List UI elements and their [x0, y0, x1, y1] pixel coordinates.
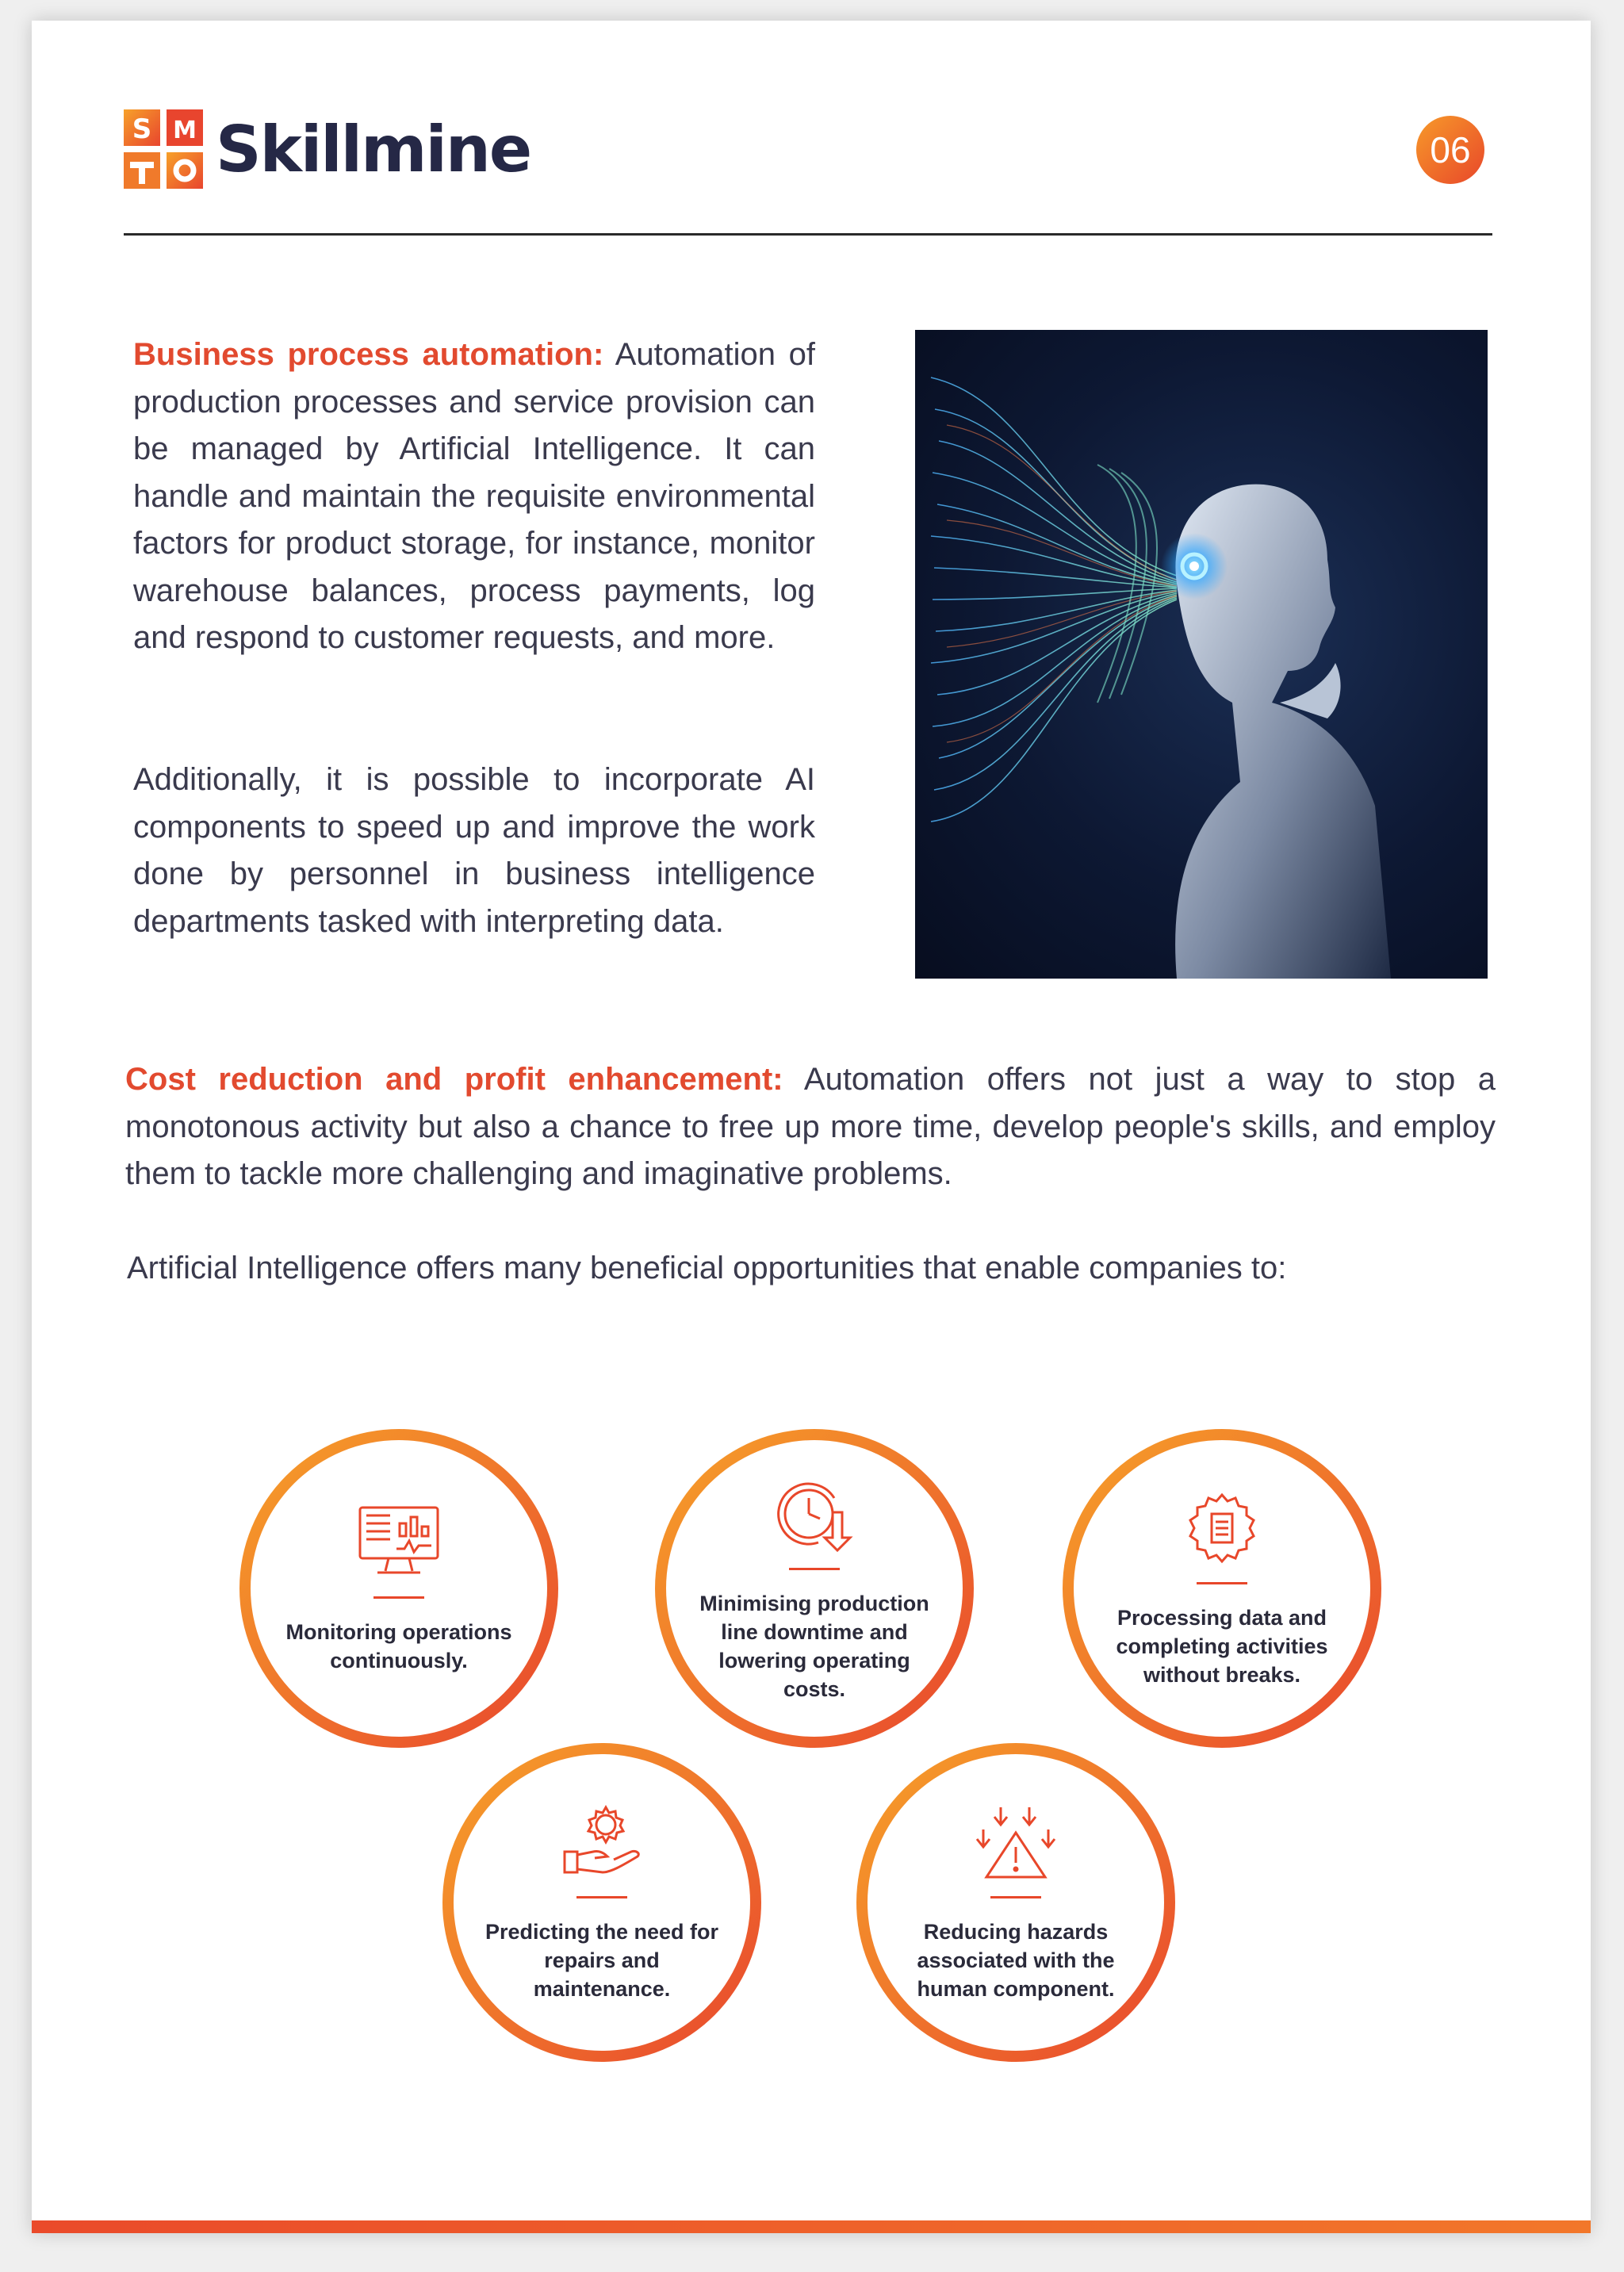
- cost-reduction-paragraph: [125, 1056, 1496, 1198]
- business-process-heading: Business process automation:: [133, 337, 604, 372]
- benefit-divider: [1197, 1582, 1247, 1584]
- warning-arrows-icon: [972, 1803, 1059, 1882]
- benefit-circle-downtime: [655, 1429, 974, 1748]
- document-page: [32, 21, 1591, 2233]
- hand-gear-icon: [558, 1803, 645, 1882]
- svg-text:M: M: [173, 117, 197, 144]
- ai-robot-image: [915, 330, 1488, 979]
- benefit-label: Processing data and completing activities without breaks.: [1116, 1605, 1328, 1687]
- business-process-text: Automation of production processes and service provision can be managed by Artificial Intelligence. It can handle and maintain the requisite environmental factors for product storage, for instance, monitor warehouse balances, process payments, log and respond to customer requests, and more.: [133, 337, 815, 655]
- additional-paragraph: Additionally, it is possible to incorporate AI components to speed up and improve the work done by personnel in business intelligence departments tasked with interpreting data.: [133, 762, 815, 939]
- monitor-dashboard-icon: [355, 1503, 442, 1582]
- benefit-divider: [373, 1596, 424, 1599]
- benefit-label: Predicting the need for repairs and maintenance.: [485, 1919, 719, 2001]
- benefit-label: Monitoring operations continuously.: [285, 1619, 512, 1672]
- business-process-paragraph: [133, 331, 815, 662]
- benefit-circle-processing: [1063, 1429, 1381, 1748]
- brand-logo: [124, 109, 530, 189]
- benefit-circle-monitoring: [239, 1429, 558, 1748]
- skillmine-logo-mark-icon: [124, 109, 203, 189]
- benefit-divider: [990, 1896, 1041, 1898]
- cost-reduction-heading: Cost reduction and profit enhancement:: [125, 1062, 783, 1097]
- header-divider: [124, 233, 1492, 236]
- clock-down-arrow-icon: [771, 1474, 858, 1554]
- footer-accent-bar: [32, 2220, 1591, 2233]
- benefit-circle-hazards: [856, 1743, 1175, 2062]
- svg-text:S: S: [132, 113, 152, 145]
- benefit-circle-predicting: [442, 1743, 761, 2062]
- brand-name: Skillmine: [216, 112, 531, 186]
- cost-reduction-text: Automation offers not just a way to stop a monotonous activity but also a chance to free up more time, develop people's skills, and employ them to tackle more challenging and imaginative problems.: [125, 1062, 1496, 1191]
- benefit-label: Reducing hazards associated with the human component.: [917, 1919, 1115, 2001]
- intro-paragraph: Artificial Intelligence offers many beneficial opportunities that enable companies to:: [127, 1251, 1287, 1285]
- benefit-label: Minimising production line downtime and lowering operating costs.: [699, 1591, 929, 1701]
- benefit-divider: [789, 1568, 840, 1570]
- page-number-badge: 06: [1416, 116, 1484, 184]
- gear-document-icon: [1178, 1488, 1266, 1568]
- benefit-divider: [576, 1896, 627, 1898]
- robot-illustration: [915, 330, 1488, 979]
